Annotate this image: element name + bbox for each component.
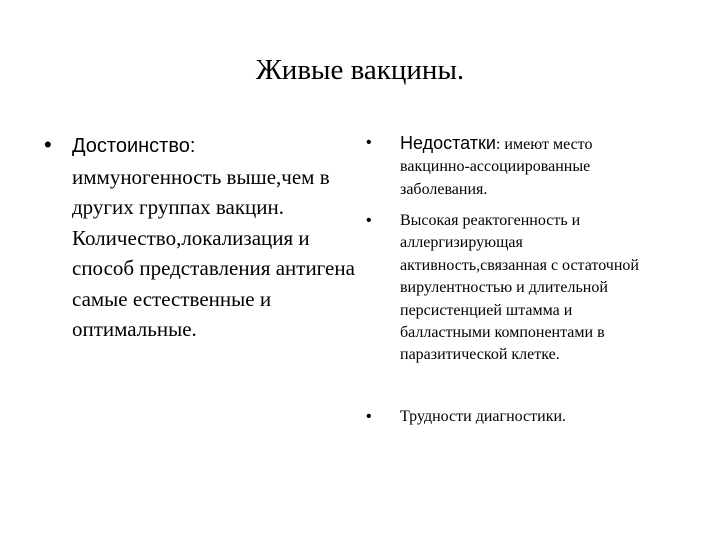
advantage-body: иммуногенность выше,чем в других группах вакцин. Количество,локализация и способ представления антигена самые естественные и оптимальные. (72, 164, 355, 341)
advantage-colon: : (189, 135, 196, 157)
disadvantage-bullet (366, 132, 666, 201)
bullet-dot-icon: • (44, 132, 52, 157)
bullet-dot-icon: • (366, 212, 372, 229)
diagnostics-bullet (366, 406, 666, 428)
advantage-text (72, 130, 364, 345)
disadvantage-text (400, 132, 666, 201)
advantage-lead: Достоинство (72, 135, 190, 157)
bullet-dot-icon: • (366, 134, 372, 151)
slide-title: Живые вакцины. (255, 54, 465, 86)
reactogenicity-bullet (366, 210, 666, 367)
reactogenicity-text: Высокая реактогенность и аллергизирующая активность,связанная с остаточной вирулентностью и длительной персистенцией штамма и балластными компонентами в паразитической клетке. (400, 212, 639, 364)
diagnostics-text: Трудности диагностики. (400, 408, 567, 425)
advantage-bullet (44, 130, 364, 345)
bullet-dot-icon: • (366, 408, 372, 425)
disadvantage-lead: Недостатки (400, 133, 496, 153)
disadvantage-body: : имеют место вакцинно-ассоциированные заболевания. (400, 136, 593, 198)
